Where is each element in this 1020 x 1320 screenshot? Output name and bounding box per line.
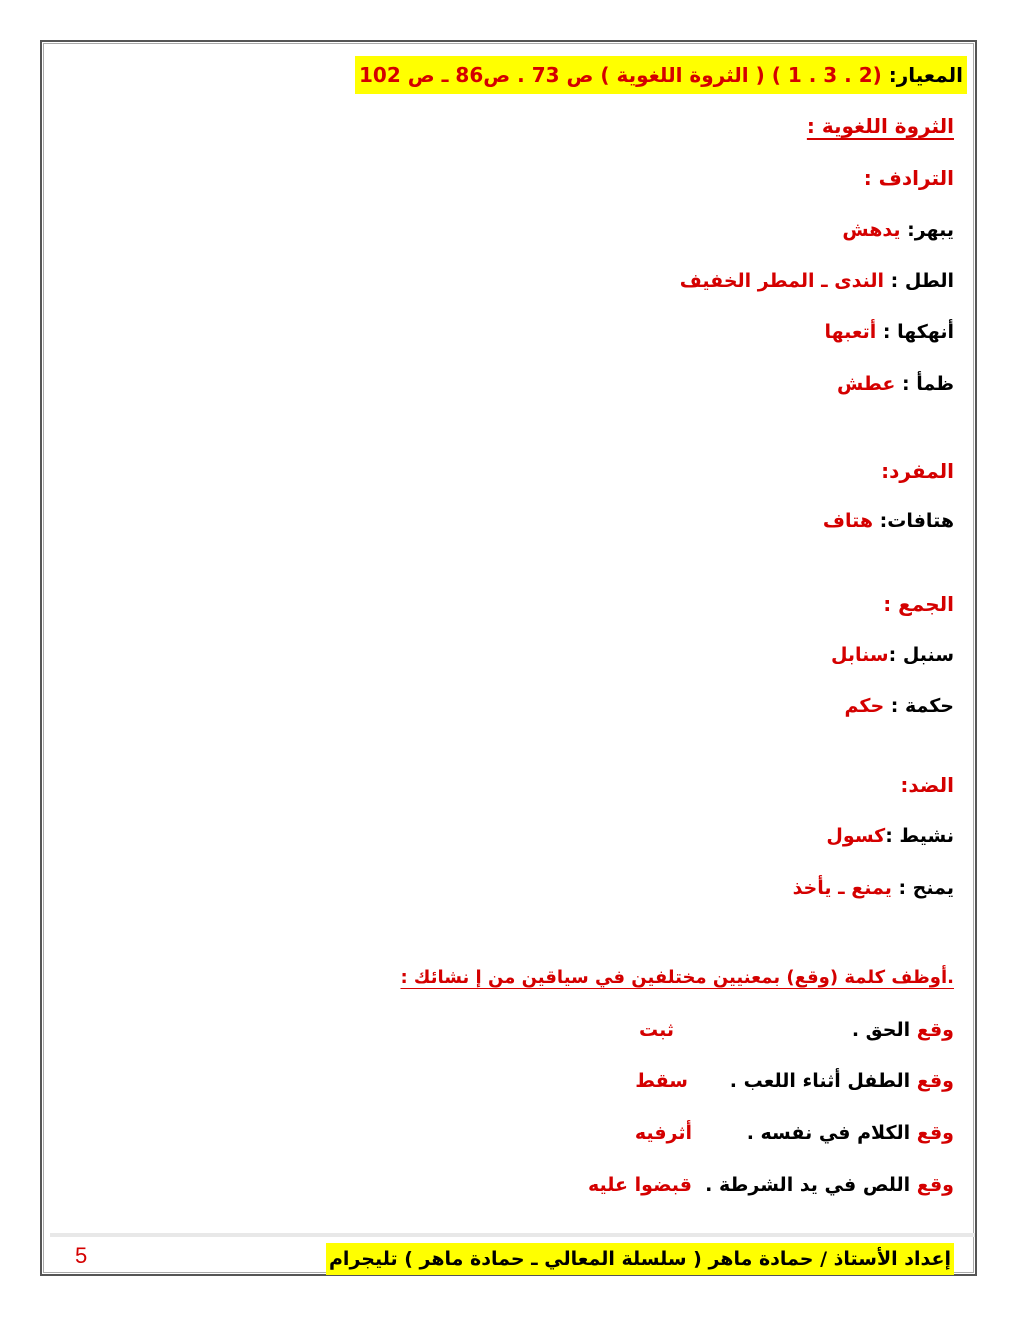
usage-row [634, 1122, 954, 1144]
entry-term: يمنح [912, 877, 954, 899]
entry-separator: : [885, 825, 900, 847]
plural-entry [831, 644, 954, 666]
entry-term: الطل [904, 270, 954, 292]
entry-meaning: الندى ـ المطر الخفيف [679, 270, 885, 292]
usage-meaning: قبضوا عليه [588, 1174, 692, 1196]
synonyms-title: الترادف : [863, 166, 954, 190]
usage-keyword: وقع [916, 1122, 954, 1144]
entry-meaning: أتعبها [824, 321, 877, 343]
synonym-entry [824, 321, 954, 343]
usage-sentence [705, 1174, 954, 1196]
antonym-entry [793, 877, 954, 899]
entry-term: يبهر [914, 219, 954, 241]
entry-term: نشيط [899, 825, 954, 847]
standard-label: المعيار: [888, 63, 963, 87]
singular-entry [823, 510, 954, 532]
footer-credit: إعداد الأستاذ / حمادة ماهر ( سلسلة المعالي ـ حمادة ماهر ) تليجرام [326, 1243, 954, 1275]
entry-term: ظمأ [916, 373, 954, 395]
usage-sentence [730, 1070, 954, 1092]
footer-divider [50, 1233, 975, 1237]
entry-term: حكمة [904, 695, 954, 717]
usage-keyword: وقع [916, 1019, 954, 1041]
antonym-title: الضد: [900, 773, 954, 797]
synonym-entry [842, 219, 954, 241]
entry-term: سنبل [902, 644, 954, 666]
usage-sentence-rest: الطفل أثناء اللعب . [729, 1070, 917, 1092]
usage-row [634, 1019, 954, 1041]
usage-title: .أوظف كلمة (وقع) بمعنيين مختلفين في سياقين من إ نشائك : [400, 967, 954, 988]
entry-term: هتافات [887, 510, 954, 532]
plural-entry [845, 695, 955, 717]
entry-meaning: كسول [826, 825, 886, 847]
usage-keyword: وقع [916, 1174, 954, 1196]
standard-text: (2 . 3 . 1 ) ( الثروة اللغوية ) ص 73 . ص86 ـ ص 102 [359, 63, 889, 87]
usage-sentence [852, 1019, 954, 1041]
usage-row [584, 1174, 954, 1196]
entry-meaning: يمنع ـ يأخذ [792, 877, 892, 899]
entry-separator: : [876, 321, 898, 343]
entry-separator: : [891, 877, 913, 899]
usage-meaning: أثرفيه [634, 1122, 692, 1144]
usage-keyword: وقع [916, 1070, 954, 1092]
entry-meaning: هتاف [822, 510, 874, 532]
entry-separator: : [884, 270, 905, 292]
entry-separator: : [888, 644, 903, 666]
entry-meaning: سنابل [830, 644, 889, 666]
entry-separator: : [900, 219, 915, 241]
entry-meaning: عطش [837, 373, 896, 395]
singular-title: المفرد: [881, 459, 954, 483]
entry-separator: : [873, 510, 888, 532]
entry-meaning: يدهش [842, 219, 901, 241]
synonym-entry [837, 373, 954, 395]
usage-row [634, 1070, 954, 1092]
plural-title: الجمع : [883, 592, 954, 616]
antonym-entry [826, 825, 954, 847]
usage-sentence-rest: الحق . [851, 1019, 917, 1041]
vocab-title: الثروة اللغوية : [806, 114, 954, 138]
usage-meaning: سقط [635, 1070, 688, 1092]
entry-term: أنهكها [897, 321, 954, 343]
usage-sentence-rest: الكلام في نفسه . [746, 1122, 917, 1144]
entry-separator: : [884, 695, 905, 717]
page-number: 5 [75, 1243, 88, 1268]
usage-sentence [747, 1122, 954, 1144]
entry-meaning: حكم [844, 695, 885, 717]
usage-sentence-rest: اللص في يد الشرطة . [705, 1174, 917, 1196]
usage-meaning: ثبت [638, 1019, 674, 1041]
entry-separator: : [895, 373, 917, 395]
standard-header [355, 56, 967, 94]
synonym-entry [680, 270, 954, 292]
